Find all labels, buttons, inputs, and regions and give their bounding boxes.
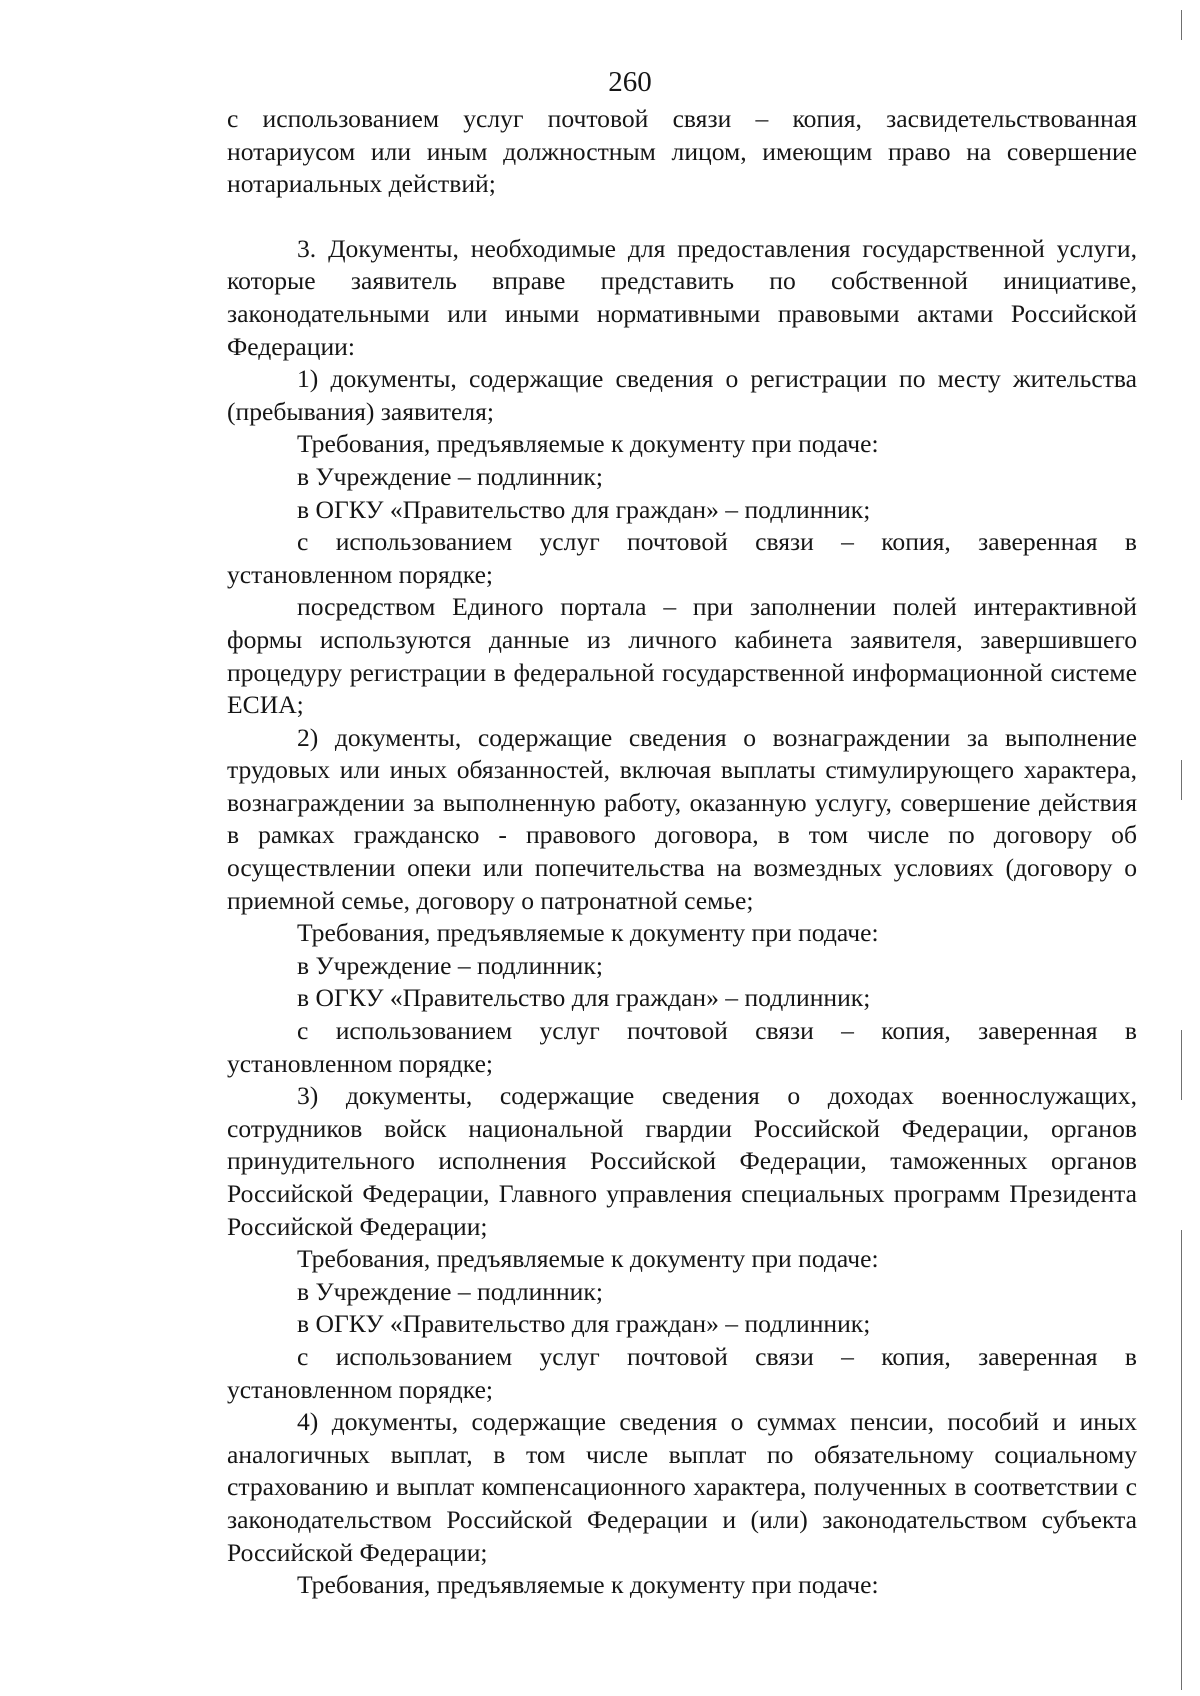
scan-edge-mark bbox=[1181, 1230, 1182, 1690]
paragraph-institution-original: в Учреждение – подлинник; bbox=[297, 461, 603, 491]
paragraph-postal-certified-copy: с использованием услуг почтовой связи – копия, заверенная в установленном порядке; bbox=[227, 527, 1137, 589]
paragraph-ogku-original: в ОГКУ «Правительство для граждан» – подлинник; bbox=[297, 1309, 871, 1339]
paragraph-postal-notarized-copy: с использованием услуг почтовой связи – копия, засвидетельствованная нотариусом или иным должностным лицом, имеющим право на совершение нотариальных действий; bbox=[227, 104, 1137, 199]
paragraph-item-1: 1) документы, содержащие сведения о регистрации по месту жительства (пребывания) заявителя; bbox=[227, 364, 1137, 426]
document-body bbox=[227, 103, 1137, 1602]
paragraph-postal-certified-copy: с использованием услуг почтовой связи – копия, заверенная в установленном порядке; bbox=[227, 1341, 1137, 1404]
scan-edge-mark bbox=[1181, 10, 1182, 40]
paragraph-item-4: 4) документы, содержащие сведения о суммах пенсии, пособий и иных аналогичных выплат, в том числе выплат по обязательному социальному страхованию и выплат компенсационного характера, полученных в соответствии с законодательством Российской Федерации и (или) законодательством субъекта Российской Федерации; bbox=[227, 1407, 1137, 1567]
paragraph-postal-certified-copy: с использованием услуг почтовой связи – копия, заверенная в установленном порядке; bbox=[227, 1016, 1137, 1078]
paragraph-institution-original: в Учреждение – подлинник; bbox=[297, 950, 603, 980]
paragraph-requirements: Требования, предъявляемые к документу при подаче: bbox=[297, 918, 879, 948]
page-number: 260 bbox=[608, 66, 652, 98]
paragraph-requirements: Требования, предъявляемые к документу при подаче: bbox=[297, 1244, 879, 1274]
paragraph-item-3: 3) документы, содержащие сведения о доходах военнослужащих, сотрудников войск национальной гвардии Российской Федерации, органов принудительного исполнения Российской Федерации, таможенных органов Российской Федерации, Главного управления специальных программ Президента Российской Федерации; bbox=[227, 1081, 1137, 1241]
paragraph-ogku-original: в ОГКУ «Правительство для граждан» – подлинник; bbox=[297, 983, 871, 1013]
paragraph-institution-original: в Учреждение – подлинник; bbox=[297, 1276, 603, 1306]
paragraph-requirements: Требования, предъявляемые к документу при подаче: bbox=[297, 429, 879, 459]
paragraph-section-3-heading: 3. Документы, необходимые для предоставления государственной услуги, которые заявитель вправе представить по собственной инициативе, законодательными или иными нормативными правовыми актами Российской Федерации: bbox=[227, 233, 1137, 361]
paragraph-unified-portal: посредством Единого портала – при заполнении полей интерактивной формы используются данные из личного кабинета заявителя, завершившего процедуру регистрации в федеральной государственной информационной системе ЕСИА; bbox=[227, 592, 1137, 720]
scan-edge-mark bbox=[1181, 760, 1182, 800]
paragraph-item-2: 2) документы, содержащие сведения о вознаграждении за выполнение трудовых или иных обязанностей, включая выплаты стимулирующего характера, вознаграждении за выполненную работу, оказанную услугу, совершение действия в рамках гражданско - правового договора, в том числе по договору об осуществлении опеки или попечительства на возмездных условиях (договору о приемной семье, договору о патронатной семье; bbox=[227, 722, 1137, 915]
paragraph-requirements: Требования, предъявляемые к документу при подаче: bbox=[297, 1570, 879, 1600]
paragraph-ogku-original: в ОГКУ «Правительство для граждан» – подлинник; bbox=[297, 494, 871, 524]
scan-edge-mark bbox=[1181, 1030, 1182, 1100]
